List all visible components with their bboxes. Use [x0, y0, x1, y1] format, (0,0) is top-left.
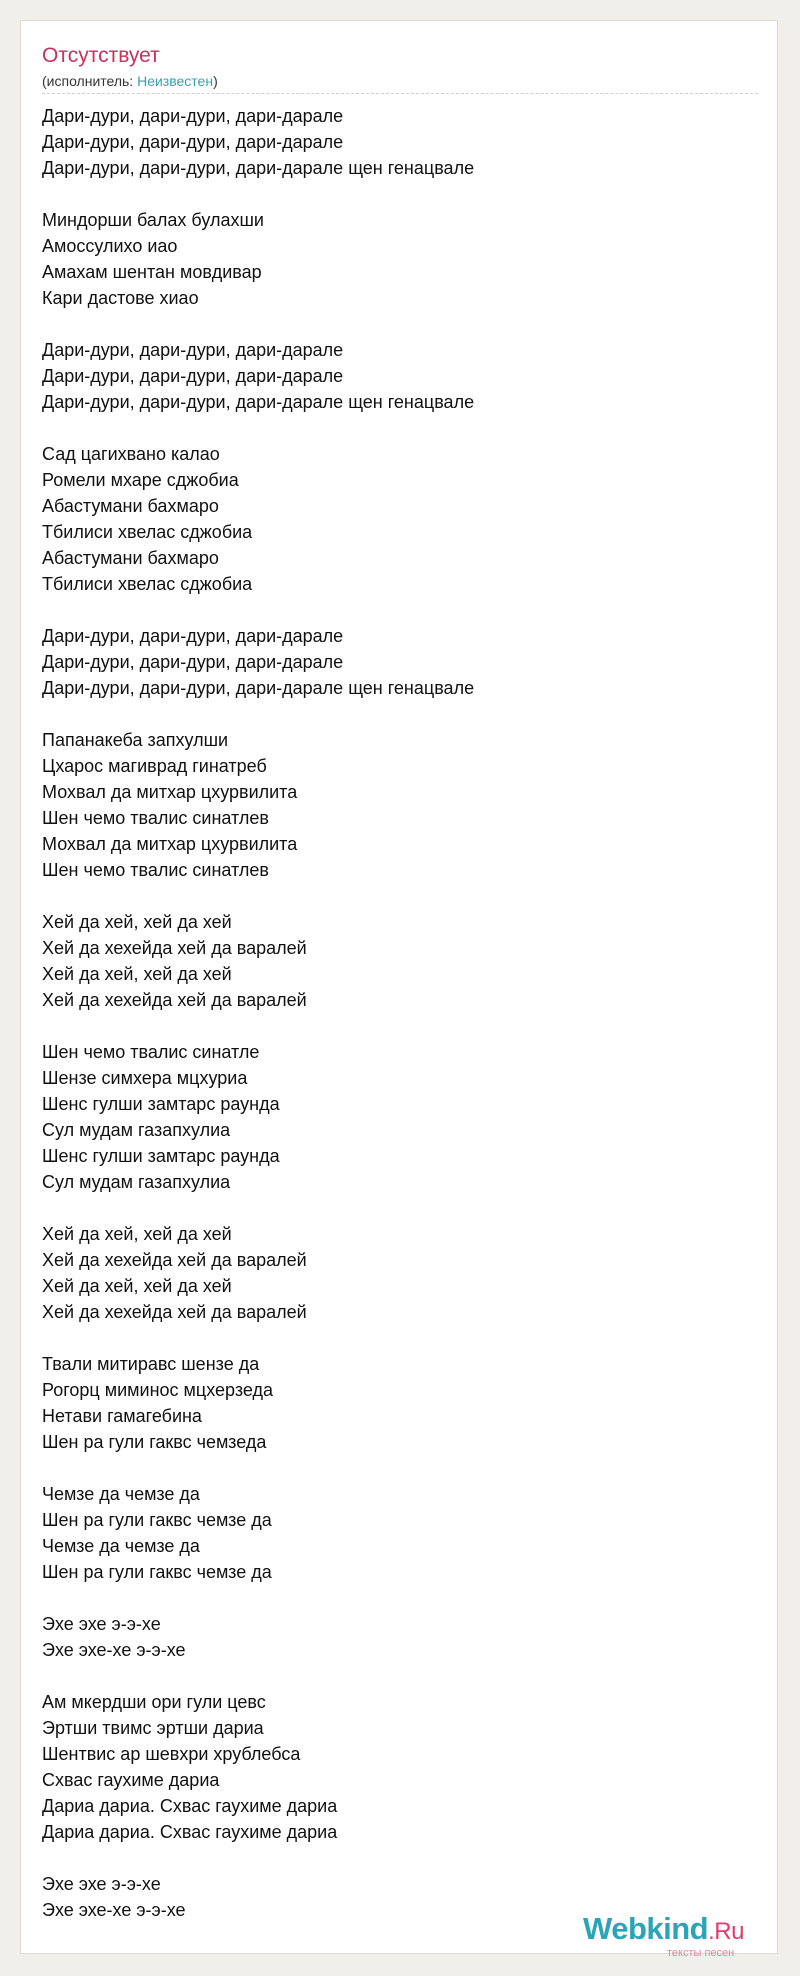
logo-brand: Webkind	[583, 1911, 709, 1946]
divider	[42, 93, 758, 94]
lyric-line: Эртши твимс эртши дариа	[42, 1718, 264, 1738]
stanza-gap	[42, 597, 474, 623]
lyrics-text	[42, 103, 474, 1923]
lyric-line: Эхе эхе э-э-хе	[42, 1874, 161, 1894]
lyric-line: Хей да хей, хей да хей	[42, 964, 232, 984]
lyric-line: Хей да хехейда хей да варалей	[42, 938, 307, 958]
lyric-line: Чемзе да чемзе да	[42, 1536, 200, 1556]
lyric-line: Нетави гамагебина	[42, 1406, 202, 1426]
stanza-gap	[42, 1845, 474, 1871]
lyric-line: Миндорши балах булахши	[42, 210, 264, 230]
logo-tagline: тексты песен	[667, 1947, 735, 1959]
lyric-line: Эхе эхе-хе э-э-хе	[42, 1900, 186, 1920]
lyric-line: Шен ра гули гаквс чемзе да	[42, 1510, 272, 1530]
lyric-line: Кари дастове хиао	[42, 288, 199, 308]
lyric-line: Схвас гаухиме дариа	[42, 1770, 220, 1790]
lyric-line: Абастумани бахмаро	[42, 496, 219, 516]
lyric-line: Хей да хей, хей да хей	[42, 1276, 232, 1296]
byline-prefix: (исполнитель:	[42, 73, 138, 89]
lyric-line: Твали митиравс шензе да	[42, 1354, 260, 1374]
logo-tld: .Ru	[708, 1918, 744, 1945]
lyric-line: Шен чемо твалис синатле	[42, 1042, 260, 1062]
lyric-line: Шентвис ар шевхри хрублебса	[42, 1744, 301, 1764]
stanza-gap	[42, 1455, 474, 1481]
lyric-line: Шензе симхера мцхуриа	[42, 1068, 248, 1088]
byline	[42, 72, 218, 90]
lyric-line: Дари-дури, дари-дури, дари-дарале	[42, 626, 344, 646]
lyric-line: Дари-дури, дари-дури, дари-дарале щен генацвале	[42, 158, 475, 178]
lyrics-card	[20, 20, 778, 1959]
byline-suffix: )	[213, 73, 218, 89]
lyric-line: Дари-дури, дари-дури, дари-дарале	[42, 366, 344, 386]
lyric-line: Мохвал да митхар цхурвилита	[42, 834, 298, 854]
stanza-gap	[42, 1585, 474, 1611]
stanza-gap	[42, 311, 474, 337]
stanza-gap	[42, 1195, 474, 1221]
webkind-logo	[583, 1911, 744, 1950]
stanza-gap	[42, 1663, 474, 1689]
lyric-line: Амахам шентан мовдивар	[42, 262, 262, 282]
lyric-line: Хей да хехейда хей да варалей	[42, 990, 307, 1010]
lyric-line: Хей да хехейда хей да варалей	[42, 1302, 307, 1322]
lyric-line: Чемзе да чемзе да	[42, 1484, 200, 1504]
lyric-line: Дариа дариа. Схвас гаухиме дариа	[42, 1796, 338, 1816]
lyric-line: Шенс гулши замтарс раунда	[42, 1094, 280, 1114]
lyric-line: Шен ра гули гаквс чемзеда	[42, 1432, 267, 1452]
lyric-line: Дари-дури, дари-дури, дари-дарале	[42, 106, 344, 126]
lyric-line: Хей да хей, хей да хей	[42, 1224, 232, 1244]
lyric-line: Ромели мхаре сджобиа	[42, 470, 239, 490]
lyric-line: Дари-дури, дари-дури, дари-дарале	[42, 340, 344, 360]
lyric-line: Дариа дариа. Схвас гаухиме дариа	[42, 1822, 338, 1842]
lyric-line: Ам мкердши ори гули цевс	[42, 1692, 266, 1712]
lyric-line: Тбилиси хвелас сджобиа	[42, 522, 253, 542]
lyric-line: Сад цагихвано калао	[42, 444, 220, 464]
lyric-line: Сул мудам газапхулиа	[42, 1172, 231, 1192]
lyric-line: Тбилиси хвелас сджобиа	[42, 574, 253, 594]
lyric-line: Дари-дури, дари-дури, дари-дарале	[42, 652, 344, 672]
lyric-line: Дари-дури, дари-дури, дари-дарале щен генацвале	[42, 678, 475, 698]
stanza-gap	[42, 883, 474, 909]
lyric-line: Дари-дури, дари-дури, дари-дарале щен генацвале	[42, 392, 475, 412]
lyric-line: Шенс гулши замтарс раунда	[42, 1146, 280, 1166]
lyric-line: Мохвал да митхар цхурвилита	[42, 782, 298, 802]
lyric-line: Сул мудам газапхулиа	[42, 1120, 231, 1140]
lyric-line: Амоссулихо иао	[42, 236, 178, 256]
song-title: Отсутствует	[42, 44, 160, 67]
lyric-line: Шен ра гули гаквс чемзе да	[42, 1562, 272, 1582]
stanza-gap	[42, 701, 474, 727]
lyric-line: Шен чемо твалис синатлев	[42, 808, 269, 828]
lyric-line: Шен чемо твалис синатлев	[42, 860, 269, 880]
lyric-line: Хей да хей, хей да хей	[42, 912, 232, 932]
lyric-line: Эхе эхе э-э-хе	[42, 1614, 161, 1634]
lyric-line: Цхарос магиврад гинатреб	[42, 756, 267, 776]
lyric-line: Дари-дури, дари-дури, дари-дарале	[42, 132, 344, 152]
lyric-line: Эхе эхе-хе э-э-хе	[42, 1640, 186, 1660]
stanza-gap	[42, 181, 474, 207]
lyric-line: Папанакеба запхулши	[42, 730, 229, 750]
stanza-gap	[42, 1013, 474, 1039]
stanza-gap	[42, 415, 474, 441]
lyric-line: Рогорц миминос мцхерзеда	[42, 1380, 274, 1400]
lyric-line: Хей да хехейда хей да варалей	[42, 1250, 307, 1270]
lyric-line: Абастумани бахмаро	[42, 548, 219, 568]
stanza-gap	[42, 1325, 474, 1351]
artist-link[interactable]: Неизвестен	[137, 73, 214, 89]
